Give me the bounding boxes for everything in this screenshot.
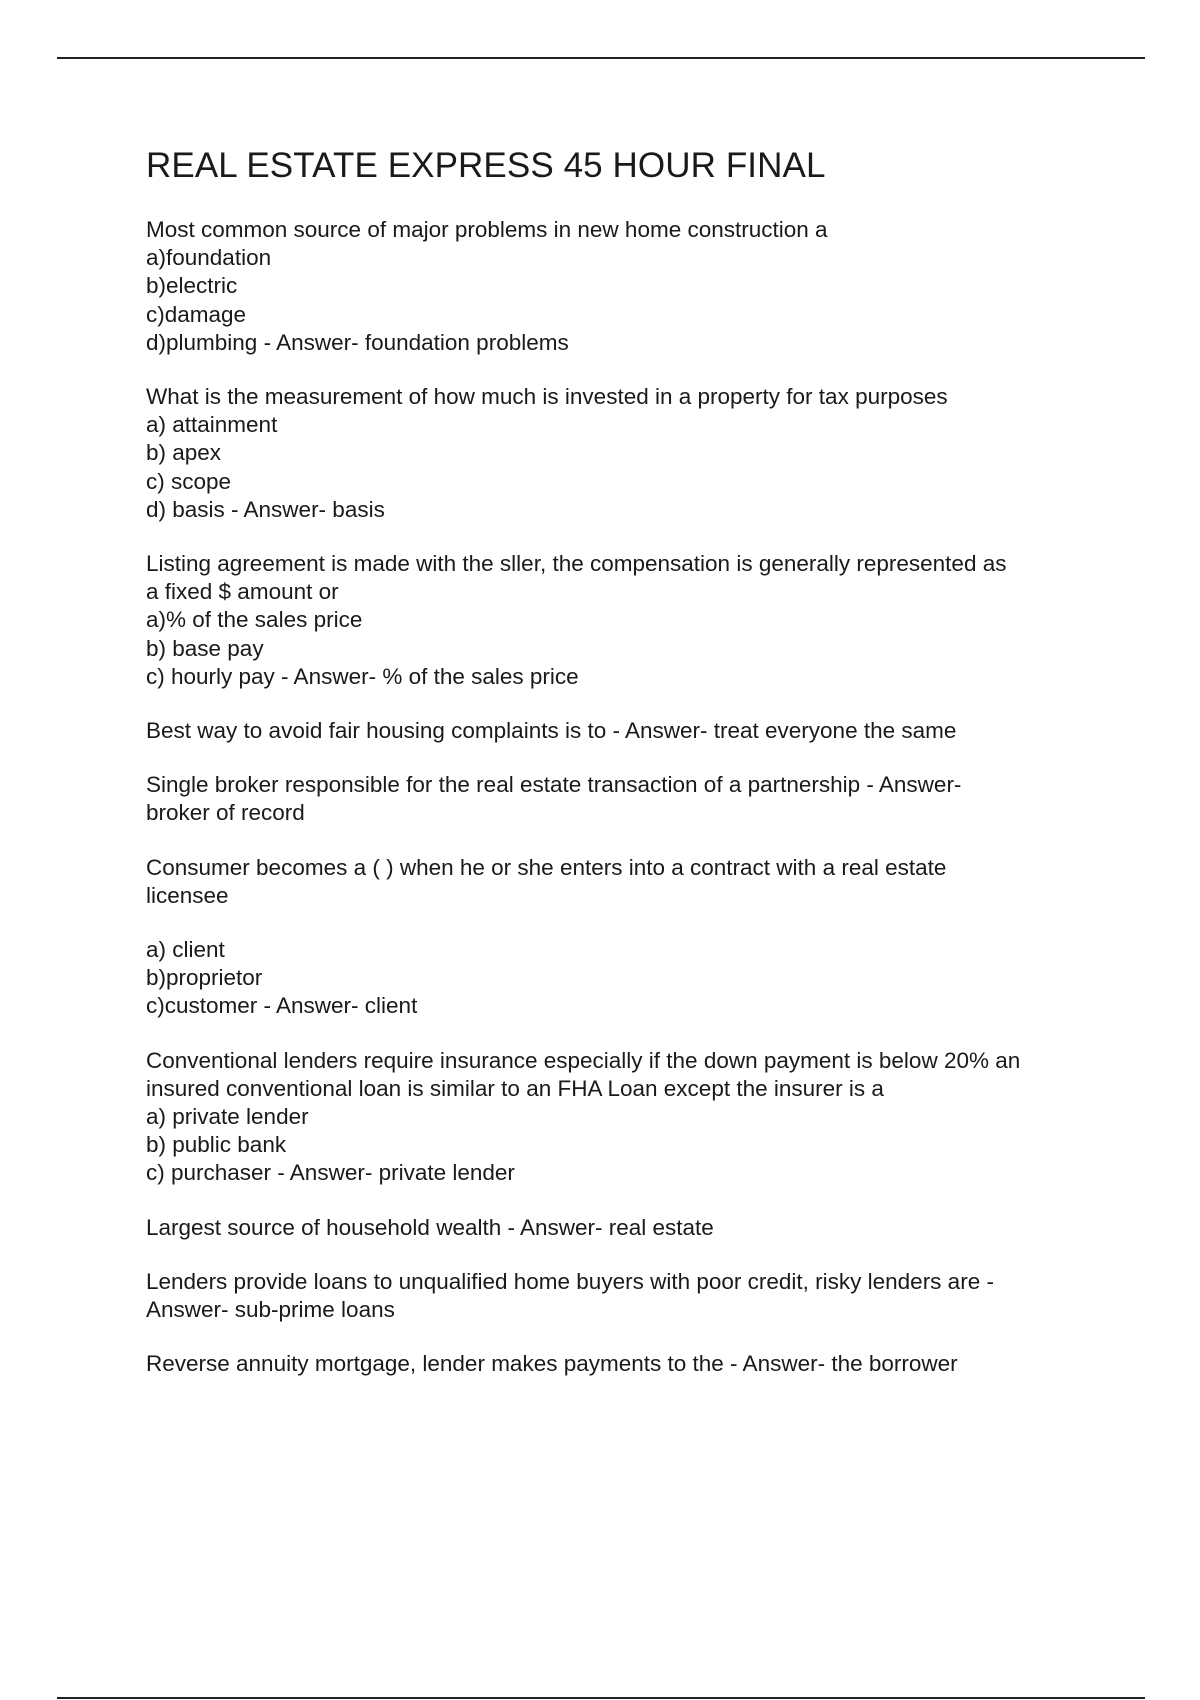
question-6 bbox=[146, 854, 1096, 910]
question-line: What is the measurement of how much is invested in a property for tax purposes bbox=[146, 384, 948, 410]
answer-option: c) purchaser - Answer- private lender bbox=[146, 1160, 515, 1186]
answer-option: b) base pay bbox=[146, 635, 264, 661]
question-1 bbox=[146, 216, 1096, 357]
top-rule bbox=[57, 57, 1145, 59]
question-line: Largest source of household wealth - Answer- real estate bbox=[146, 1214, 714, 1240]
question-line: Answer- sub-prime loans bbox=[146, 1297, 395, 1323]
answer-option: b) public bank bbox=[146, 1132, 287, 1158]
question-8 bbox=[146, 1214, 1096, 1242]
answer-option: a)% of the sales price bbox=[146, 607, 363, 633]
question-5 bbox=[146, 771, 1096, 827]
question-10 bbox=[146, 1350, 1096, 1378]
document-body bbox=[146, 142, 1096, 1405]
question-line: insured conventional loan is similar to an FHA Loan except the insurer is a bbox=[146, 1075, 884, 1101]
answer-option: c)customer - Answer- client bbox=[146, 993, 418, 1019]
question-line: licensee bbox=[146, 882, 229, 908]
question-3 bbox=[146, 550, 1096, 691]
question-line: Conventional lenders require insurance especially if the down payment is below 20% an bbox=[146, 1047, 1021, 1073]
question-line: Reverse annuity mortgage, lender makes payments to the - Answer- the borrower bbox=[146, 1351, 958, 1377]
question-9 bbox=[146, 1268, 1096, 1324]
question-line: Consumer becomes a ( ) when he or she enters into a contract with a real estate bbox=[146, 854, 947, 880]
answer-option: a) private lender bbox=[146, 1104, 309, 1130]
answer-option: a) client bbox=[146, 937, 225, 963]
answer-option: b) apex bbox=[146, 440, 222, 466]
document-title: REAL ESTATE EXPRESS 45 HOUR FINAL bbox=[146, 146, 826, 185]
answer-option: a)foundation bbox=[146, 245, 272, 271]
question-line: Most common source of major problems in new home construction a bbox=[146, 217, 828, 242]
question-line: Best way to avoid fair housing complaints is to - Answer- treat everyone the same bbox=[146, 718, 957, 744]
bottom-rule bbox=[57, 1697, 1145, 1699]
question-line: Lenders provide loans to unqualified home buyers with poor credit, risky lenders are - bbox=[146, 1268, 994, 1294]
question-4 bbox=[146, 717, 1096, 745]
answer-option: b)proprietor bbox=[146, 965, 263, 991]
question-line: broker of record bbox=[146, 800, 305, 826]
question-line: Listing agreement is made with the sller, the compensation is generally represented as bbox=[146, 551, 1007, 577]
answer-option: a) attainment bbox=[146, 412, 278, 438]
answer-option: c) hourly pay - Answer- % of the sales price bbox=[146, 663, 579, 689]
answer-option: d) basis - Answer- basis bbox=[146, 496, 385, 522]
answer-option: c)damage bbox=[146, 301, 247, 327]
answer-option: d)plumbing - Answer- foundation problems bbox=[146, 329, 569, 355]
answer-option: b)electric bbox=[146, 273, 238, 299]
answer-option: c) scope bbox=[146, 468, 232, 494]
question-6-options bbox=[146, 936, 1096, 1021]
question-2 bbox=[146, 383, 1096, 524]
question-7 bbox=[146, 1047, 1096, 1188]
question-line: Single broker responsible for the real estate transaction of a partnership - Answer- bbox=[146, 772, 962, 798]
question-line: a fixed $ amount or bbox=[146, 579, 339, 605]
